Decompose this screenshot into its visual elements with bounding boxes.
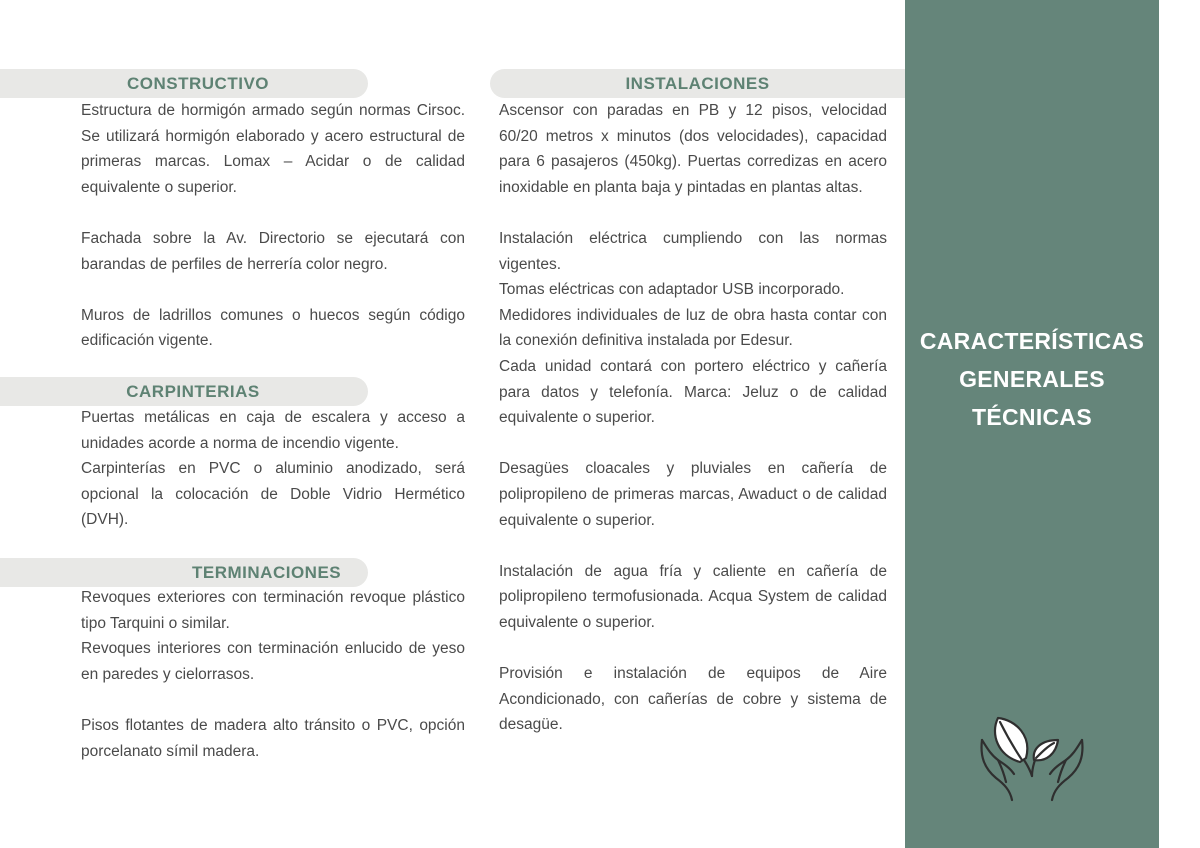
paragraph: Tomas eléctricas con adaptador USB incorporado. — [499, 281, 845, 299]
section-body-carpinterias — [81, 405, 465, 533]
paragraph: Revoques exteriores con terminación revoque plástico tipo Tarquini o similar. — [81, 589, 465, 632]
paragraph: Ascensor con paradas en PB y 12 pisos, velocidad 60/20 metros x minutos (dos velocidades), capacidad para 6 pasajeros (450kg). Puertas corredizas en acero inoxidable en planta baja y pintadas en plantas altas. — [499, 102, 887, 196]
paragraph: Provisión e instalación de equipos de Aire Acondicionado, con cañerías de cobre y sistema de desagüe. — [499, 665, 887, 734]
cover-panel — [905, 0, 1159, 848]
panel-title-line: GENERALES — [959, 366, 1105, 392]
section-body-constructivo — [81, 98, 465, 354]
paragraph: Fachada sobre la Av. Directorio se ejecutará con barandas de perfiles de herrería color negro. — [81, 229, 465, 273]
paragraph: Revoques interiores con terminación enlucido de yeso en paredes y cielorrasos. — [81, 640, 465, 683]
paragraph: Cada unidad contará con portero eléctrico y cañería para datos y telefonía. Marca: Jeluz o de calidad equivalente o superior. — [499, 357, 887, 427]
paragraph: Estructura de hormigón armado según normas Cirsoc. Se utilizará hormigón elaborado y acero estructural de primeras marcas. Lomax – Acidar o de calidad equivalente o superior. — [81, 102, 465, 196]
paragraph: Muros de ladrillos comunes o huecos según código edificación vigente. — [81, 306, 465, 350]
paragraph: Desagües cloacales y pluviales en cañería de polipropileno de primeras marcas, Awaduct o de calidad equivalente o superior. — [499, 460, 887, 529]
paragraph: Instalación eléctrica cumpliendo con las normas vigentes. — [499, 229, 887, 273]
section-body-terminaciones — [81, 585, 465, 764]
section-heading-instalaciones: INSTALACIONES — [490, 69, 905, 98]
panel-title — [905, 322, 1159, 436]
paragraph: Carpinterías en PVC o aluminio anodizado, será opcional la colocación de Doble Vidrio Hermético (DVH). — [81, 460, 465, 529]
paragraph: Pisos flotantes de madera alto tránsito o PVC, opción porcelanato símil madera. — [81, 716, 465, 760]
paragraph: Medidores individuales de luz de obra hasta contar con la conexión definitiva instalada por Edesur. — [499, 306, 887, 350]
section-heading-carpinterias: CARPINTERIAS — [0, 377, 368, 406]
panel-title-line: CARACTERÍSTICAS — [919, 328, 1145, 354]
section-body-instalaciones — [499, 98, 887, 738]
hands-with-leaves-icon — [976, 712, 1088, 804]
section-heading-constructivo: CONSTRUCTIVO — [0, 69, 368, 98]
section-heading-terminaciones: TERMINACIONES — [0, 558, 368, 587]
paragraph: Puertas metálicas en caja de escalera y acceso a unidades acorde a norma de incendio vigente. — [81, 409, 465, 452]
panel-title-line: TÉCNICAS — [972, 404, 1092, 430]
paragraph: Instalación de agua fría y caliente en cañería de polipropileno termofusionada. Acqua System de calidad equivalente o superior. — [499, 562, 887, 631]
